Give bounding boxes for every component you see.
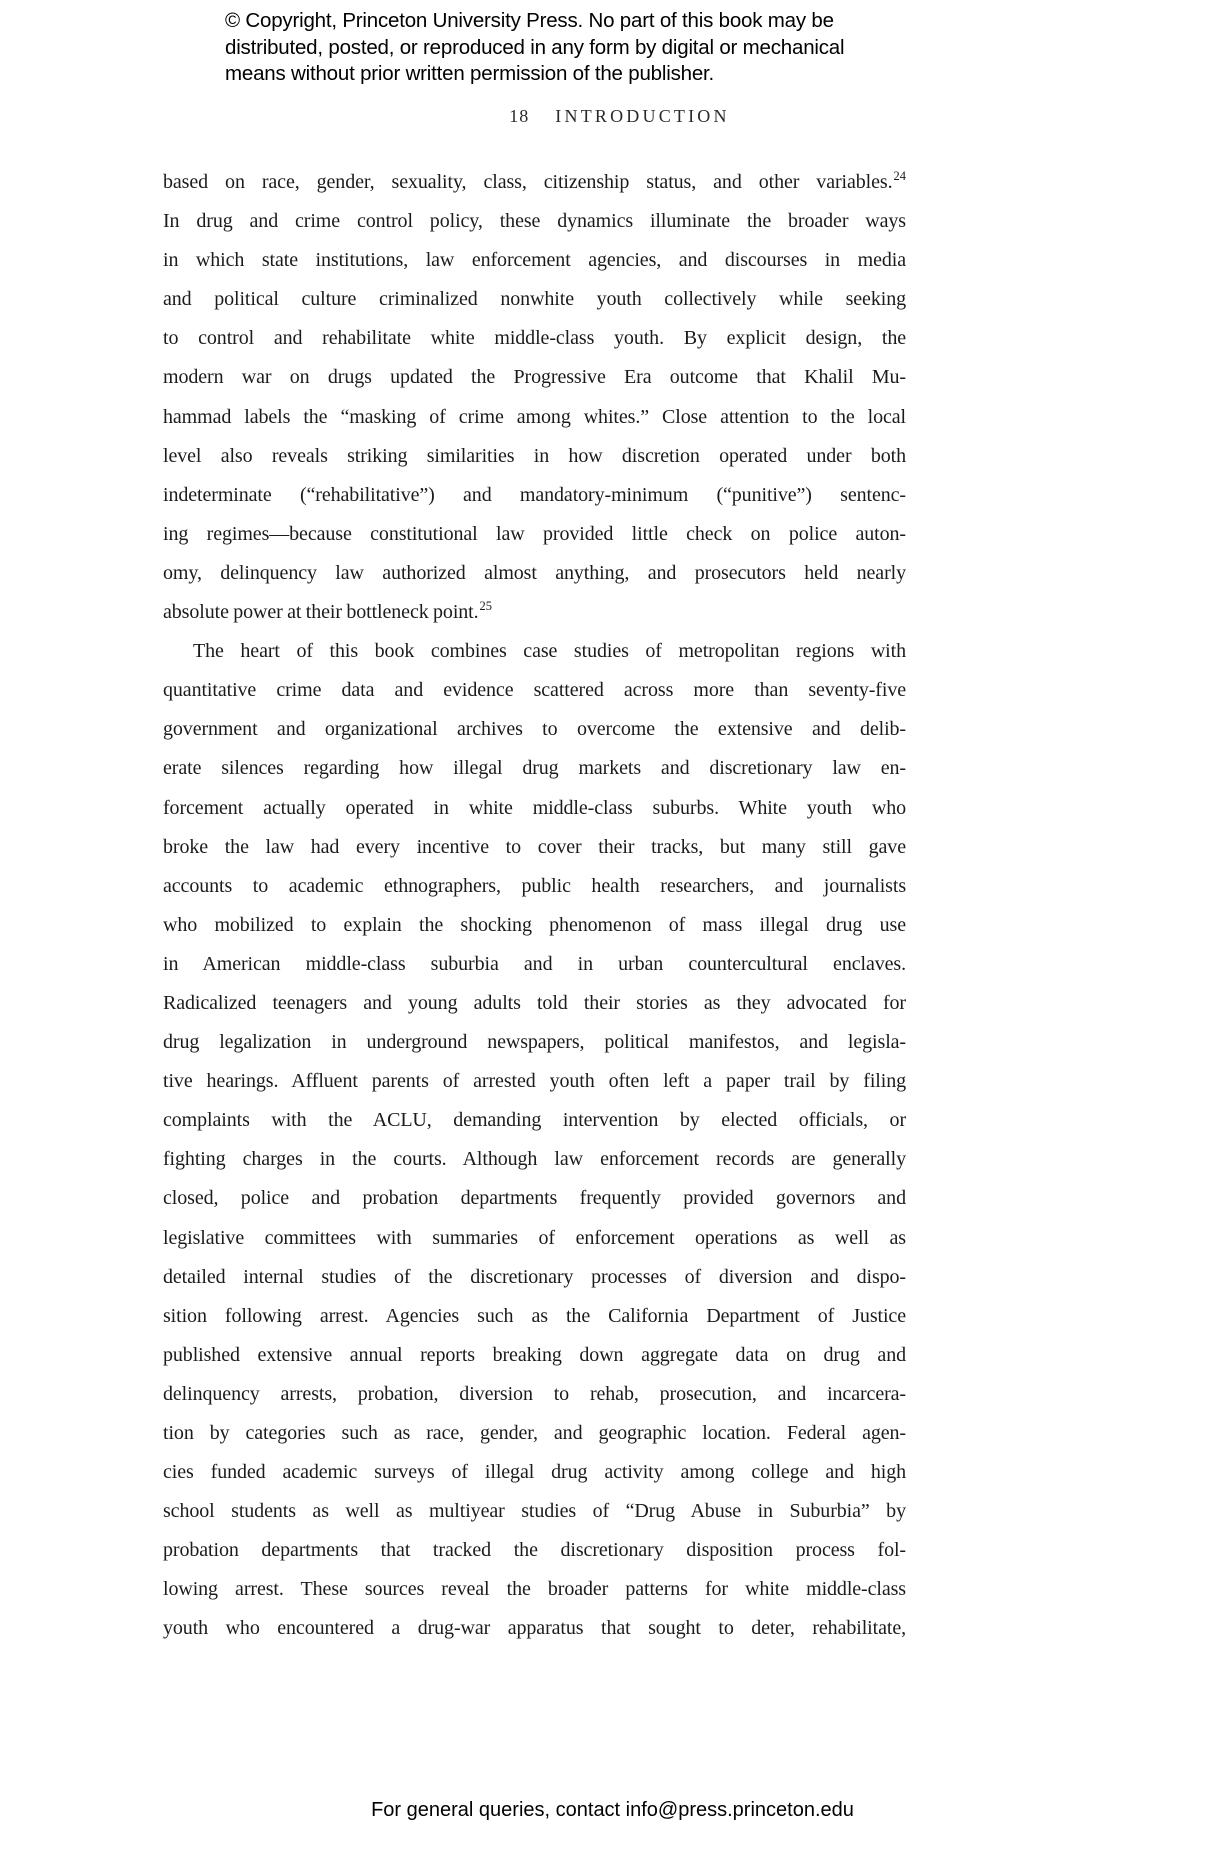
- body-line: [163, 1375, 906, 1414]
- body-line-text: accounts to academic ethnographers, public health researchers, and journalists: [163, 874, 906, 897]
- body-line-text: in American middle-class suburbia and in urban countercultural enclaves.: [163, 952, 906, 975]
- body-line: [163, 1570, 906, 1609]
- body-line: [163, 632, 906, 671]
- body-line-text: hammad labels the “masking of crime among whites.” Close attention to the local: [163, 405, 906, 428]
- body-line: [163, 202, 906, 241]
- body-line: [163, 1297, 906, 1336]
- copyright-line: © Copyright, Princeton University Press. No part of this book may be: [225, 9, 834, 32]
- body-line-text: who mobilized to explain the shocking phenomenon of mass illegal drug use: [163, 913, 906, 936]
- body-line-text: tive hearings. Affluent parents of arrested youth often left a paper trail by filing: [163, 1070, 906, 1093]
- body-line-text: quantitative crime data and evidence scattered across more than seventy-five: [163, 679, 906, 702]
- body-line-text: school students as well as multiyear studies of “Drug Abuse in Suburbia” by: [163, 1500, 906, 1523]
- body-line: [163, 241, 906, 280]
- body-line-text: youth who encountered a drug-war apparatus that sought to deter, rehabilitate,: [163, 1617, 906, 1640]
- body-line: [163, 1101, 906, 1140]
- body-line-text: omy, delinquency law authorized almost anything, and prosecutors held nearly: [163, 561, 906, 584]
- body-line: [163, 1336, 906, 1375]
- body-line: [163, 554, 906, 593]
- body-line-text: legislative committees with summaries of enforcement operations as well as: [163, 1226, 906, 1249]
- body-line: [163, 828, 906, 867]
- body-line-text: fighting charges in the courts. Although law enforcement records are generally: [163, 1148, 906, 1171]
- body-line: [163, 1531, 906, 1570]
- body-line-text: indeterminate (“rehabilitative”) and mandatory-minimum (“punitive”) sentenc-: [163, 483, 906, 506]
- body-line: [163, 749, 906, 788]
- body-line-text: delinquency arrests, probation, diversion to rehab, prosecution, and incarcera-: [163, 1382, 906, 1405]
- body-line: [163, 163, 906, 202]
- body-line: [163, 593, 906, 632]
- body-line: [163, 984, 906, 1023]
- body-line: [163, 789, 906, 828]
- body-line: [163, 1258, 906, 1297]
- body-line-text: detailed internal studies of the discretionary processes of diversion and dispo-: [163, 1265, 906, 1288]
- body-line: [163, 1023, 906, 1062]
- body-line-text: closed, police and probation departments frequently provided governors and: [163, 1187, 906, 1210]
- body-line: [163, 515, 906, 554]
- body-line: [163, 1453, 906, 1492]
- body-line: [163, 1219, 906, 1258]
- body-line: [163, 280, 906, 319]
- body-line-text: Radicalized teenagers and young adults told their stories as they advocated for: [163, 991, 906, 1014]
- body-line-text: published extensive annual reports breaking down aggregate data on drug and: [163, 1343, 906, 1366]
- body-line-text: level also reveals striking similarities in how discretion operated under both: [163, 444, 906, 467]
- footnote-ref: 25: [479, 599, 493, 614]
- body-line-text: in which state institutions, law enforcement agencies, and discourses in media: [163, 249, 906, 272]
- body-text: [163, 163, 906, 1649]
- chapter-title: INTRODUCTION: [555, 106, 730, 126]
- copyright-notice: [225, 8, 844, 88]
- body-line-text: lowing arrest. These sources reveal the broader patterns for white middle-class: [163, 1578, 906, 1601]
- body-line-text: probation departments that tracked the discretionary disposition process fol-: [163, 1539, 906, 1562]
- body-line-text: based on race, gender, sexuality, class, citizenship status, and other variables.: [163, 171, 893, 193]
- body-line: [163, 437, 906, 476]
- body-line-text: ing regimes—because constitutional law provided little check on police auton-: [163, 522, 906, 545]
- body-line: [163, 1414, 906, 1453]
- body-line-text: drug legalization in underground newspapers, political manifestos, and legisla-: [163, 1031, 906, 1054]
- page-number: 18: [509, 106, 530, 126]
- running-head: [0, 106, 1225, 127]
- body-line: [163, 945, 906, 984]
- body-line: [163, 1062, 906, 1101]
- body-line-text: absolute power at their bottleneck point.: [163, 601, 479, 624]
- body-line-text: The heart of this book combines case studies of metropolitan regions with: [193, 640, 906, 663]
- body-line-text: forcement actually operated in white middle-class suburbs. White youth who: [163, 796, 906, 819]
- body-line: [163, 867, 906, 906]
- body-line: [163, 671, 906, 710]
- body-line-text: government and organizational archives to overcome the extensive and delib-: [163, 718, 906, 741]
- body-line-text: cies funded academic surveys of illegal drug activity among college and high: [163, 1461, 906, 1484]
- footer-query-line: For general queries, contact info@press.princeton.edu: [371, 1799, 854, 1821]
- body-line-text: complaints with the ACLU, demanding intervention by elected officials, or: [163, 1109, 906, 1132]
- body-line: [163, 358, 906, 397]
- body-line-text: tion by categories such as race, gender, and geographic location. Federal agen-: [163, 1422, 906, 1444]
- body-line-text: In drug and crime control policy, these dynamics illuminate the broader ways: [163, 210, 906, 233]
- body-line: [163, 319, 906, 358]
- copyright-line: means without prior written permission of the publisher.: [225, 62, 715, 85]
- body-line: [163, 1179, 906, 1218]
- body-line: [163, 1609, 906, 1648]
- copyright-line: distributed, posted, or reproduced in any form by digital or mechanical: [225, 35, 845, 59]
- body-line-text: sition following arrest. Agencies such as the California Department of Justice: [163, 1304, 906, 1327]
- body-line: [163, 1492, 906, 1531]
- body-line: [163, 1140, 906, 1179]
- body-line: [163, 906, 906, 945]
- body-line: [163, 398, 906, 437]
- body-line: [163, 476, 906, 515]
- body-line: [163, 710, 906, 749]
- body-line-text: modern war on drugs updated the Progressive Era outcome that Khalil Mu-: [163, 366, 906, 389]
- footnote-ref: 24: [893, 169, 906, 183]
- body-line-text: erate silences regarding how illegal drug markets and discretionary law en-: [163, 757, 906, 780]
- body-line-text: broke the law had every incentive to cover their tracks, but many still gave: [163, 835, 906, 858]
- body-line-text: and political culture criminalized nonwhite youth collectively while seeking: [163, 288, 906, 311]
- body-line-text: to control and rehabilitate white middle-class youth. By explicit design, the: [163, 327, 906, 350]
